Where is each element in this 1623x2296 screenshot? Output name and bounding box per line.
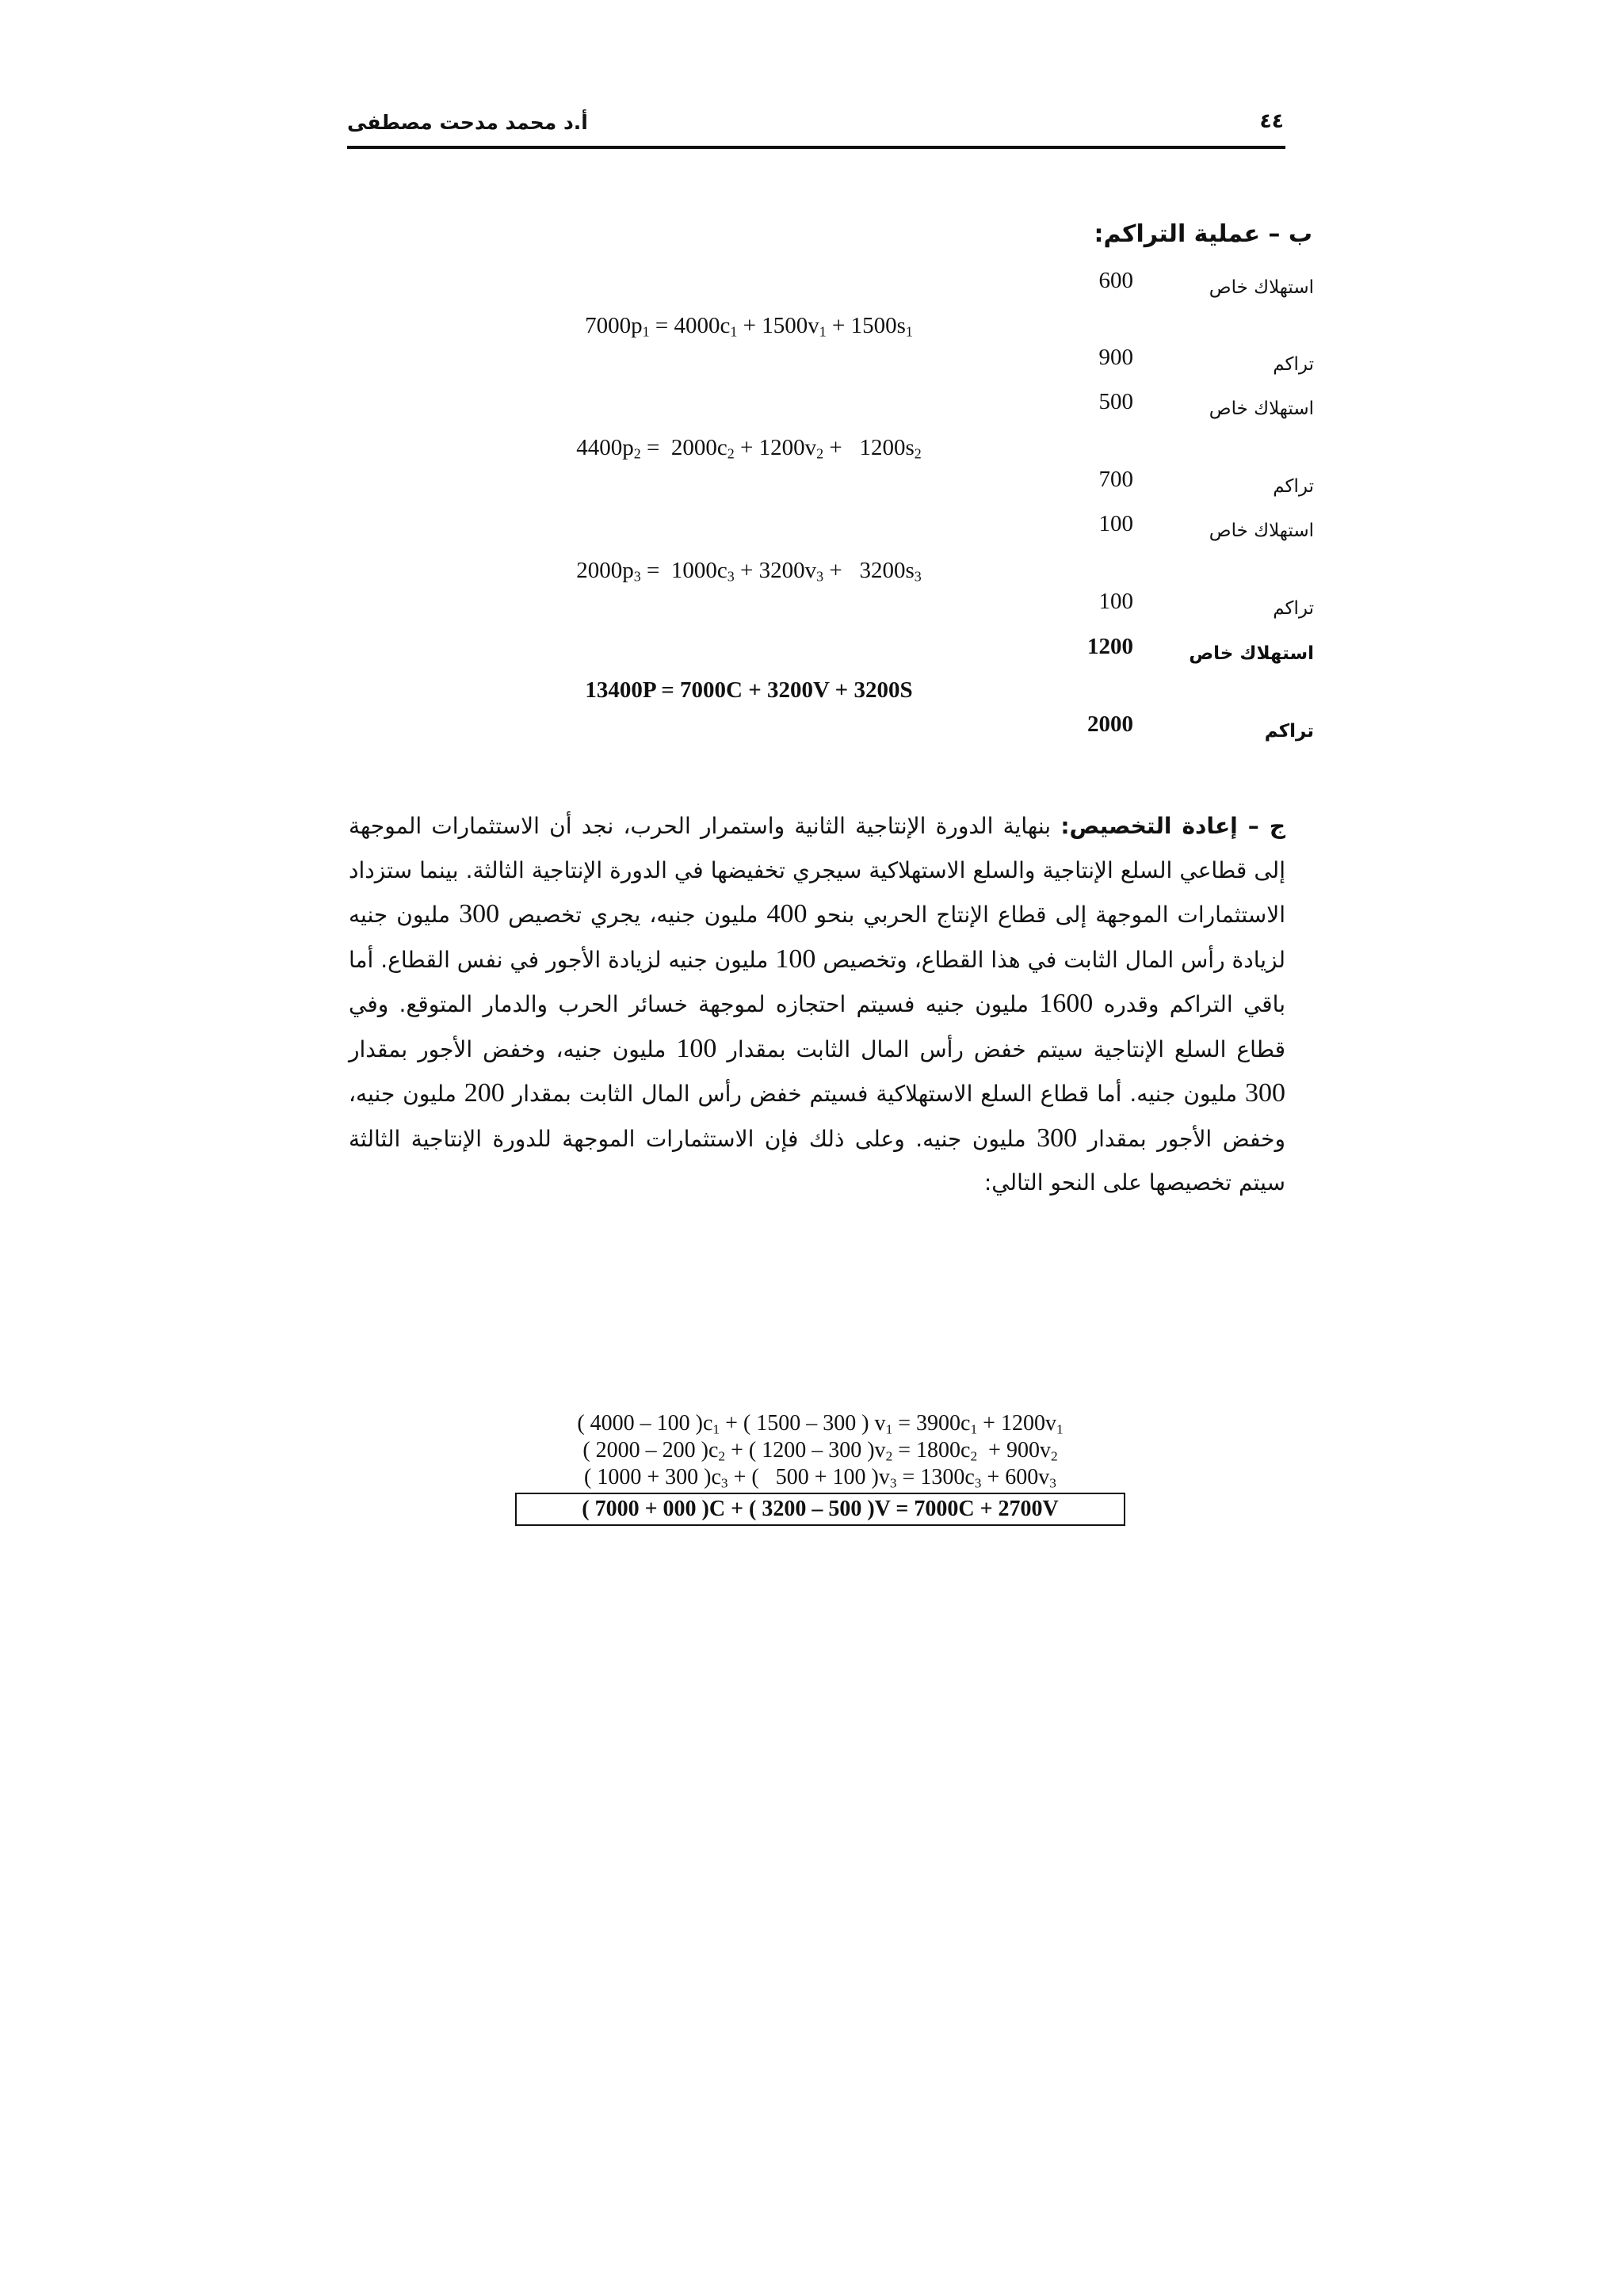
section-c-heading: ج – إعادة التخصيص:	[1060, 813, 1285, 839]
paragraph-text: مليون جنيه لزيادة رأس المال الثابت في هذا القطاع، وتخصيص	[349, 902, 1286, 973]
paragraph-number: 100	[775, 944, 816, 974]
paragraph-text: مليون جنيه لزيادة الأجور في نفس القطاع. أما باقي التراكم وقدره	[349, 946, 1285, 1017]
section-b-title: ب – عملية التراكم:	[1094, 220, 1312, 248]
paragraph-text: مليون جنيه. وعلى ذلك فإن الاستثمارات الموجهة للدورة الإنتاجية الثالثة سيتم تخصيصها على النحو التالي:	[349, 1125, 1285, 1196]
paragraph-text: مليون جنيه، يجري تخصيص	[499, 902, 767, 928]
row-value: 100	[1098, 511, 1133, 536]
row-label: استهلاك خاص	[1209, 399, 1314, 419]
reallocation-equation-3: ( 1000 + 300 )$c_3$ + ( 500 + 100 )$v_3 = 1300c_3 + 600v_3$	[584, 1465, 1056, 1491]
row-value: 2000	[1087, 711, 1133, 737]
paragraph-number: 300	[1037, 1123, 1078, 1153]
paragraph-number: 400	[766, 899, 808, 929]
equation-sector-1: $7000p_1 = 4000c_1 + 1500v_1 + 1500s_1$	[585, 313, 913, 340]
paragraph-text: مليون جنيه، وخفض الأجور بمقدار	[349, 1081, 1285, 1152]
reallocation-total-equation: ( 7000 + 000 )C + ( 3200 – 500 )V = 7000C + 2700V	[515, 1493, 1125, 1526]
row-label: استهلاك خاص	[1209, 277, 1314, 298]
paragraph-text: بنهاية الدورة الإنتاجية الثانية واستمرار الحرب، نجد أن الاستثمارات الموجهة إلى قطاعي السلع الإنتاجية والسلع الاستهلاكية سيجري تخفيضها في الدورة الإنتاجية الثالثة. بينما ستزداد الاستثمارات الموجهة إلى قطاع الإنتاج الحربي بنحو	[349, 813, 1286, 928]
paragraph-number: 300	[1244, 1078, 1285, 1108]
reallocation-equations	[515, 1410, 1125, 1526]
row-label: استهلاك خاص	[1209, 521, 1314, 541]
row-label: استهلاك خاص	[1189, 643, 1314, 664]
row-value: 1200	[1087, 634, 1133, 659]
row-label: تراكم	[1273, 598, 1314, 619]
header-rule	[347, 146, 1285, 149]
row-label: تراكم	[1264, 721, 1314, 742]
paragraph-text: مليون جنيه، وخفض الأجور بمقدار	[349, 1035, 677, 1062]
equation-sector-2: $4400p_2 = 2000c_2 + 1200v_2 + 1200s_2$	[576, 435, 922, 462]
row-label: تراكم	[1273, 476, 1314, 497]
row-value: 900	[1098, 345, 1133, 370]
section-c-paragraph	[349, 804, 1285, 1205]
reallocation-equation-1: ( 4000 – 100 )$c_1$ + ( 1500 – 300 ) $v_1 = 3900c_1 + 1200v_1$	[577, 1411, 1064, 1437]
paragraph-number: 1600	[1039, 989, 1094, 1018]
paragraph-number: 100	[676, 1033, 717, 1063]
paragraph-number: 200	[464, 1078, 505, 1108]
paragraph-text: مليون جنيه فسيتم احتجازه لموجهة خسائر الحرب والدمار المتوقع. وفي قطاع السلع الإنتاجية سيتم خفض رأس المال الثابت بمقدار	[349, 991, 1285, 1062]
running-header-author: أ.د محمد مدحت مصطفى	[347, 111, 588, 134]
equation-sector-3: $2000p_3 = 1000c_3 + 3200v_3 + 3200s_3$	[576, 558, 922, 585]
equation-total: 13400P = 7000C + 3200V + 3200S	[585, 677, 913, 703]
row-value: 600	[1098, 268, 1133, 293]
reallocation-equation-2: ( 2000 – 200 )$c_2$ + ( 1200 – 300 )$v_2 = 1800c_2 + 900v_2$	[582, 1438, 1058, 1464]
row-label: تراكم	[1273, 354, 1314, 375]
row-value: 100	[1098, 589, 1133, 614]
row-value: 700	[1098, 467, 1133, 492]
row-value: 500	[1098, 389, 1133, 414]
paragraph-text: مليون جنيه. أما قطاع السلع الاستهلاكية فسيتم خفض رأس المال الثابت بمقدار	[504, 1081, 1245, 1107]
paragraph-number: 300	[459, 899, 500, 929]
page-number: ٤٤	[1259, 109, 1284, 132]
